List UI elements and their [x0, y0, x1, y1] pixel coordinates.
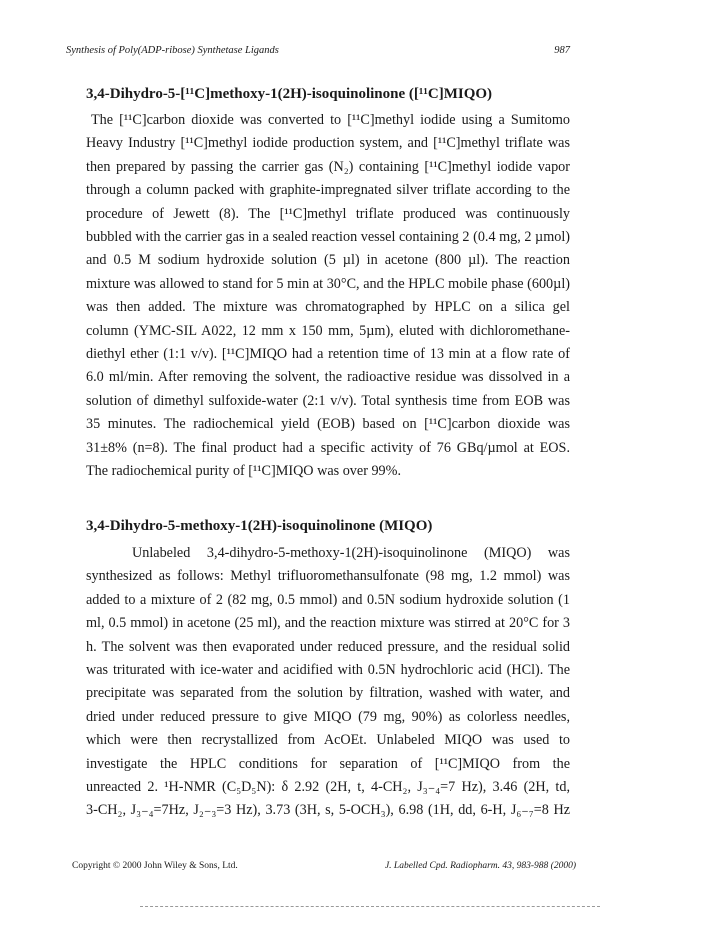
text-line: h. The solvent was then evaporated under reduced pressure, and the residual solid: [86, 638, 570, 655]
text-line: 35 minutes. The radiochemical yield (EOB) based on [¹¹C]carbon dioxide was: [86, 416, 570, 433]
text-line: procedure of Jewett (8). The [¹¹C]methyl triflate produced was continuously: [86, 205, 570, 222]
text-line: then prepared by passing the carrier gas (N₂) containing [¹¹C]methyl iodide vapor: [86, 158, 570, 175]
running-header: [66, 45, 570, 61]
text-line: was triturated with ice-water and acidified with 0.5N hydrochloric acid (HCl). The: [86, 662, 570, 679]
section-body: [86, 542, 570, 823]
text-line: precipitate was separated from the solution by filtration, washed with water, and: [86, 685, 570, 702]
page-number: 987: [554, 45, 570, 56]
text-line: The [¹¹C]carbon dioxide was converted to [¹¹C]methyl iodide using a Sumitomo: [91, 112, 570, 128]
copyright-notice: Copyright © 2000 John Wiley & Sons, Ltd.: [72, 861, 238, 871]
section-heading: 3,4-Dihydro-5-[¹¹C]methoxy-1(2H)-isoquinolinone ([¹¹C]MIQO): [86, 86, 493, 102]
text-line: investigate the HPLC conditions for separation of [¹¹C]MIQO from the: [86, 755, 570, 772]
text-line: 6.0 ml/min. After removing the solvent, the radioactive residue was dissolved in a: [86, 369, 570, 386]
text-line: and 0.5 M sodium hydroxide solution (5 µl) in acetone (800 µl). The reaction: [86, 252, 570, 269]
section-unlabeled-miqo: [86, 516, 570, 823]
text-line: 3-CH₂, J₃₋₄=7Hz, J₂₋₃=3 Hz), 3.73 (3H, s, 5-OCH₃), 6.98 (1H, dd, 6-H, J₆₋₇=8 Hz: [86, 802, 570, 819]
text-line: synthesized as follows: Methyl trifluoromethansulfonate (98 mg, 1.2 mmol) was: [86, 568, 570, 585]
text-line: was then added. The mixture was chromatographed by HPLC on a silica gel: [86, 299, 570, 316]
text-line: unreacted 2. ¹H-NMR (C₅D₅N): δ 2.92 (2H, t, 4-CH₂, J₃₋₄=7 Hz), 3.46 (2H, td,: [86, 779, 570, 796]
text-line: dried under reduced pressure to give MIQO (79 mg, 90%) as colorless needles,: [86, 708, 570, 725]
text-line: mixture was allowed to stand for 5 min at 30°C, and the HPLC mobile phase (600µl): [86, 275, 570, 292]
section-labeled-miqo: [86, 84, 570, 484]
text-line: bubbled with the carrier gas in a sealed reaction vessel containing 2 (0.4 mg, 2 µmol): [86, 229, 570, 246]
text-line: Unlabeled 3,4-dihydro-5-methoxy-1(2H)-isoquinolinone (MIQO) was: [132, 545, 570, 561]
text-line: which were then recrystallized from AcOEt. Unlabeled MIQO was used to: [86, 732, 570, 749]
page-footer: [72, 861, 576, 875]
text-line: diethyl ether (1:1 v/v). [¹¹C]MIQO had a retention time of 13 min at a flow rate of: [86, 346, 570, 363]
text-line: through a column packed with graphite-impregnated silver triflate according to the: [86, 182, 570, 199]
running-title: Synthesis of Poly(ADP-ribose) Synthetase Ligands: [66, 45, 279, 56]
text-line: 31±8% (n=8). The final product had a specific activity of 76 GBq/µmol at EOS.: [86, 439, 570, 456]
text-line: Heavy Industry [¹¹C]methyl iodide production system, and [¹¹C]methyl triflate was: [86, 135, 570, 152]
text-line: The radiochemical purity of [¹¹C]MIQO was over 99%.: [86, 463, 402, 480]
text-line: column (YMC-SIL A022, 12 mm x 150 mm, 5µm), eluted with dichloromethane-: [86, 322, 570, 339]
text-line: added to a mixture of 2 (82 mg, 0.5 mmol) and 0.5N sodium hydroxide solution (1: [86, 591, 570, 608]
section-heading: 3,4-Dihydro-5-methoxy-1(2H)-isoquinolinone (MIQO): [86, 518, 433, 534]
section-body: [86, 109, 570, 484]
text-line: solution of dimethyl sulfoxide-water (2:1 v/v). Total synthesis time from EOB was: [86, 392, 570, 409]
text-line: ml, 0.5 mmol) in acetone (25 ml), and the reaction mixture was stirred at 20°C for 3: [86, 615, 570, 632]
journal-citation: J. Labelled Cpd. Radiopharm. 43, 983-988 (2000): [384, 861, 576, 871]
scan-edge-rule: [140, 906, 600, 907]
